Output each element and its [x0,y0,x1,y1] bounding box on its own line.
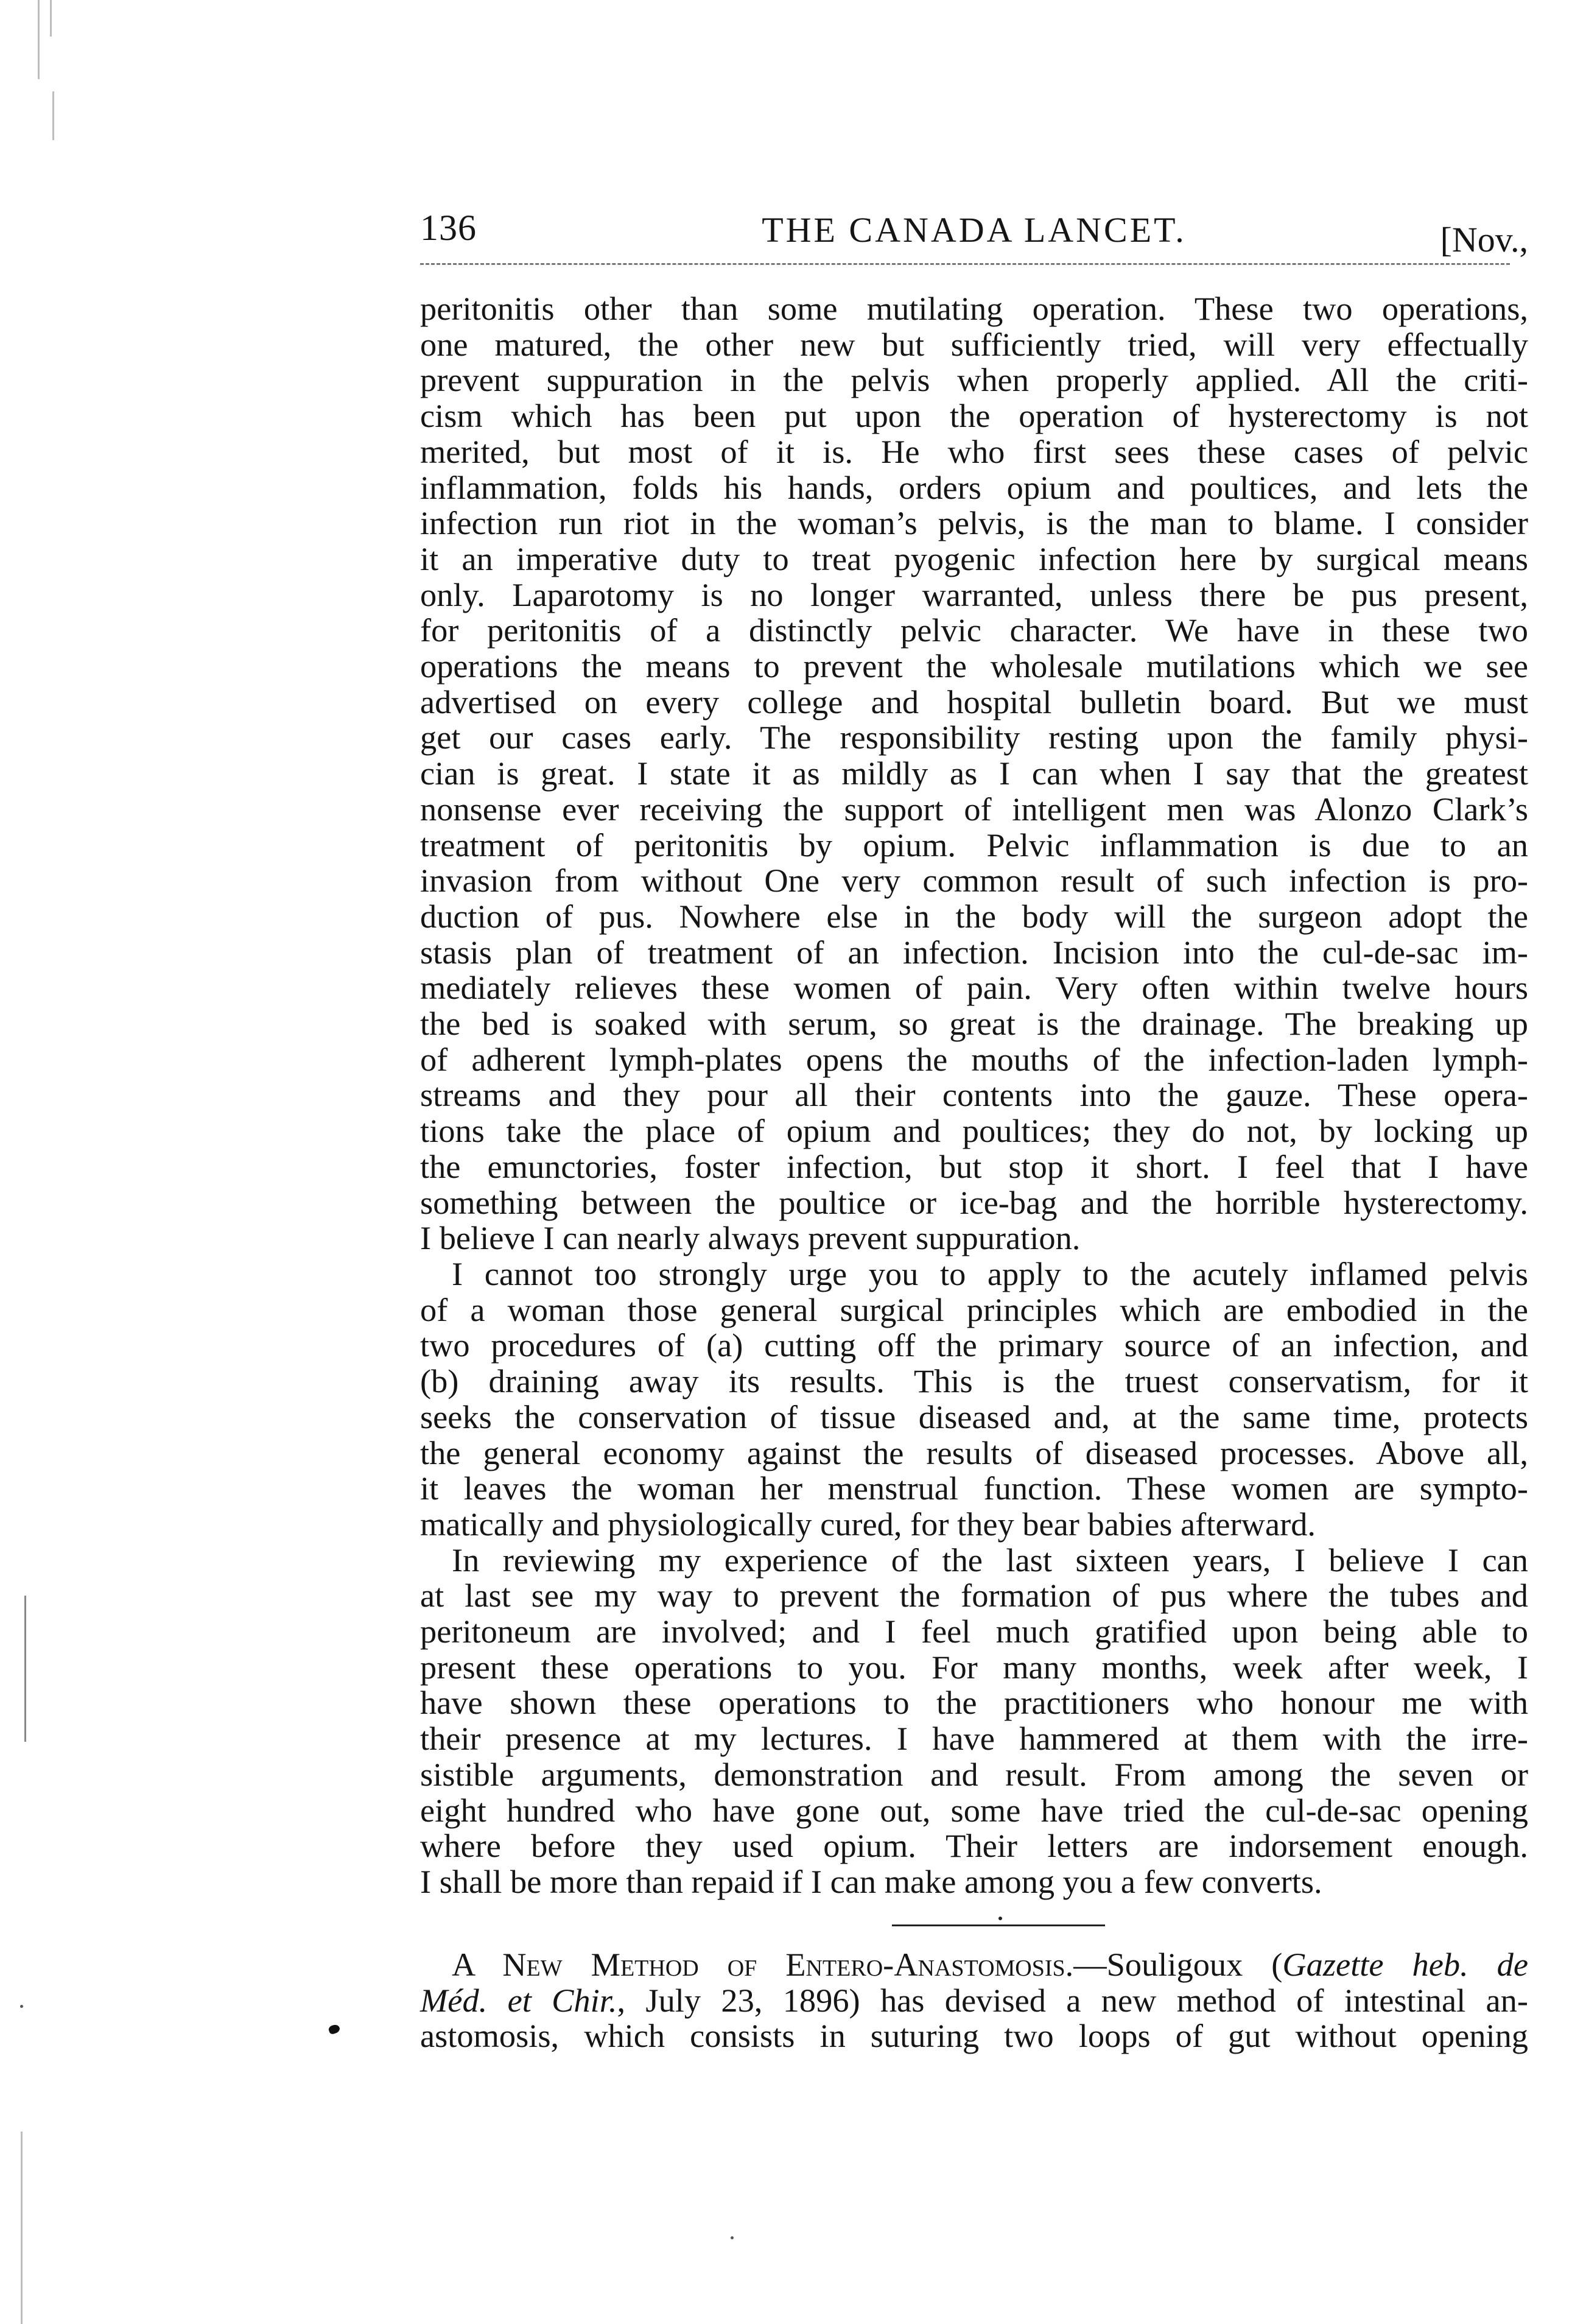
text-line: merited, but most of it is. He who first sees these cases of pelvic [420,433,1528,470]
text-line: one matured, the other new but sufficiently tried, will very effectually [420,326,1528,363]
note-heading: A New Method of Entero-Anastomosis. [452,1946,1074,1983]
text-line: nonsense ever receiving the support of intelligent men was Alonzo Clark’s [420,791,1528,828]
text-line: at last see my way to prevent the formation of pus where the tubes and [420,1577,1528,1614]
text-line: treatment of peritonitis by opium. Pelvic inflammation is due to an [420,826,1528,864]
binding-shadow-mark [50,0,52,37]
note-source: Méd. et Chir. [420,1982,617,2019]
text-line: peritoneum are involved; and I feel much gratified upon being able to [420,1613,1528,1650]
ink-blot [328,2023,341,2035]
abstract-note [420,1947,1528,2054]
paragraph-continued [420,291,1528,1256]
text-line: have shown these operations to the practitioners who honour me with [420,1685,1528,1722]
text-line: operations the means to prevent the wholesale mutilations which we see [420,648,1528,685]
ink-speck [731,2236,734,2239]
text-line: the general economy against the results of diseased processes. Above all, [420,1434,1528,1471]
text-line: something between the poultice or ice-bag and the horrible hysterectomy. [420,1184,1528,1221]
text-line: get our cases early. The responsibility resting upon the family physi- [420,719,1528,756]
text-line: I cannot too strongly urge you to apply to the acutely inflamed pelvis [452,1255,1528,1292]
section-divider [892,1924,1105,1926]
divider-dot [998,1917,1002,1920]
text-line: eight hundred who have gone out, some have tried the cul-de-sac opening [420,1792,1528,1829]
text-line: cism which has been put upon the operation of hysterectomy is not [420,398,1528,435]
text-line: infection run riot in the woman’s pelvis, is the man to blame. I consider [420,505,1528,542]
article-body [420,291,1528,1900]
note-text: , July 23, 1896) has devised a new method of intestinal an- [617,1982,1528,2019]
text-line: seeks the conservation of tissue diseased and, at the same time, protects [420,1398,1528,1435]
text-line: where before they used opium. Their letters are indorsement enough. [420,1828,1528,1865]
text-line: (b) draining away its results. This is the truest conservatism, for it [420,1363,1528,1400]
binding-shadow-mark [38,0,40,79]
text-line: of adherent lymph-plates opens the mouths of the infection-laden lymph- [420,1041,1528,1078]
text-line: streams and they pour all their contents into the gauze. These opera- [420,1077,1528,1114]
text-line: the bed is soaked with serum, so great is the drainage. The breaking up [420,1005,1528,1043]
text-line: In reviewing my experience of the last sixteen years, I believe I can [452,1541,1528,1579]
text-line: inflammation, folds his hands, orders opium and poultices, and lets the [420,469,1528,506]
text-line: tions take the place of opium and poultices; they do not, by locking up [420,1113,1528,1150]
text-line: peritonitis other than some mutilating operation. These two operations, [420,290,1528,327]
text-line: sistible arguments, demonstration and result. From among the seven or [420,1756,1528,1793]
text-line: prevent suppuration in the pelvis when properly applied. All the criti- [420,362,1528,399]
note-source: Gazette heb. de [1282,1946,1528,1983]
text-line: mediately relieves these women of pain. Very often within twelve hours [420,970,1528,1007]
header-rule [420,263,1510,265]
text-line: matically and physiologically cured, for they bear babies afterward. [420,1505,1316,1543]
text-line: the emunctories, foster infection, but stop it short. I feel that I have [420,1148,1528,1185]
text-line: invasion from without One very common result of such infection is pro- [420,862,1528,900]
page-number: 136 [420,208,477,248]
binding-shadow-mark [52,91,54,140]
text-line: their presence at my lectures. I have hammered at them with the irre- [420,1720,1528,1758]
text-line: only. Laparotomy is no longer warranted, unless there be pus present, [420,576,1528,613]
binding-shadow-mark [24,1596,26,1742]
text-line: cian is great. I state it as mildly as I can when I say that the greatest [420,755,1528,792]
note-paragraph [420,1947,1528,2054]
paragraph [420,1543,1528,1900]
text-line [420,1947,1528,1983]
text-line: for peritonitis of a distinctly pelvic character. We have in these two [420,612,1528,649]
text-line: astomosis, which consists in suturing two loops of gut without opening [420,2018,1528,2055]
ink-speck [20,2005,23,2008]
running-header [420,201,1528,268]
text-line: it leaves the woman her menstrual function. These women are sympto- [420,1470,1528,1507]
note-author: —Souligoux ( [1073,1946,1283,1983]
text-line: I shall be more than repaid if I can make among you a few converts. [420,1863,1322,1900]
text-line: present these operations to you. For many months, week after week, I [420,1649,1528,1686]
text-line [420,1983,1528,2019]
text-line: advertised on every college and hospital bulletin board. But we must [420,683,1528,720]
text-line: two procedures of (a) cutting off the primary source of an infection, and [420,1327,1528,1364]
issue-month: [Nov., [1440,220,1528,259]
text-line: it an imperative duty to treat pyogenic infection here by surgical means [420,540,1528,577]
text-line: I believe I can nearly always prevent suppuration. [420,1220,1081,1257]
text-line: duction of pus. Nowhere else in the body will the surgeon adopt the [420,898,1528,935]
paragraph [420,1256,1528,1543]
text-line: stasis plan of treatment of an infection. Incision into the cul-de-sac im- [420,934,1528,971]
journal-title: THE CANADA LANCET. [762,210,1187,250]
binding-shadow-mark [21,2132,23,2324]
text-line: of a woman those general surgical principles which are embodied in the [420,1291,1528,1328]
